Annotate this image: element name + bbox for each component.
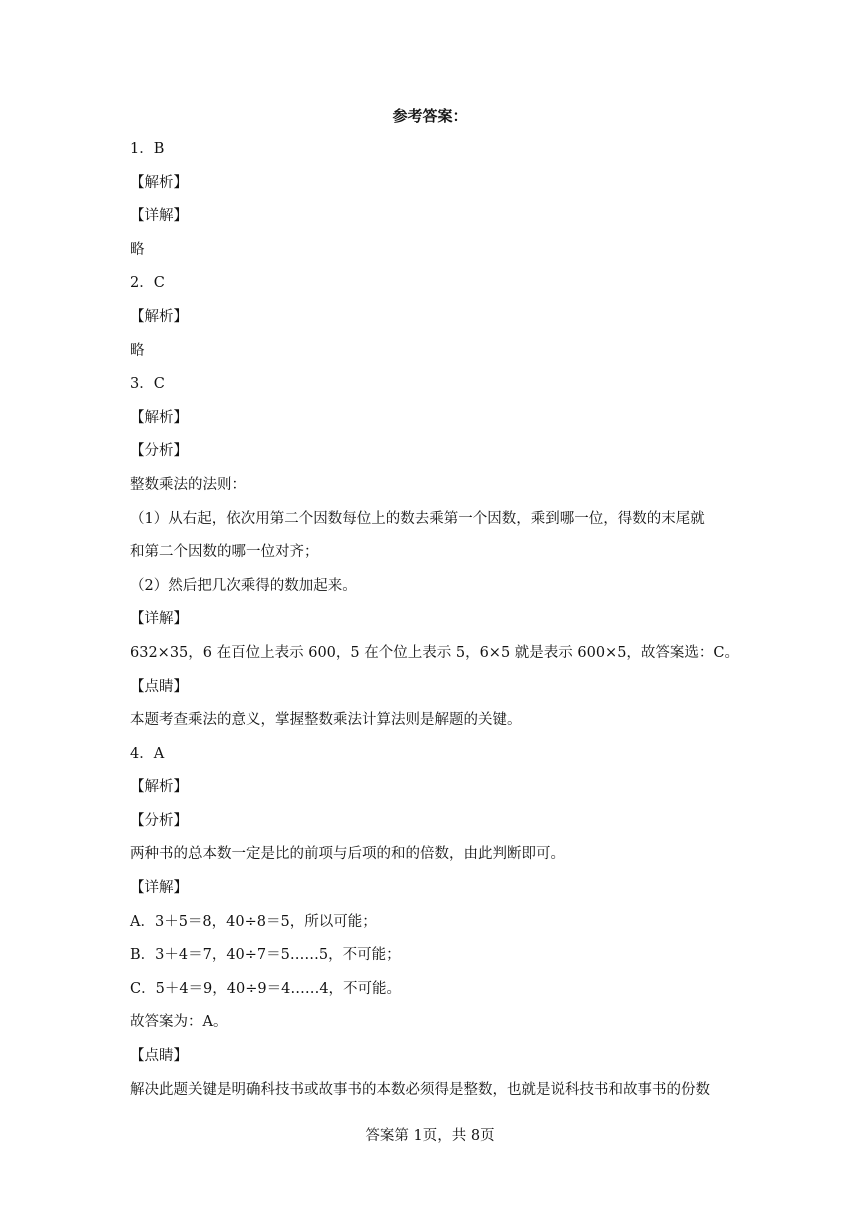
answer-line: 1．B — [130, 141, 165, 157]
answer-line: 略 — [130, 342, 145, 359]
page-title: 参考答案： — [392, 107, 468, 125]
answer-line: 和第二个因数的哪一位对齐； — [130, 544, 319, 561]
answer-line: 略 — [130, 241, 145, 258]
answer-line: （2）然后把几次乘得的数加起来。 — [130, 577, 357, 594]
answer-line: 【详解】 — [130, 208, 188, 225]
answer-line: C．5＋4＝9，40÷9＝4……4，不可能。 — [130, 980, 402, 997]
answer-line: 【解析】 — [130, 308, 188, 325]
answer-line: B．3＋4＝7，40÷7＝5……5，不可能； — [130, 947, 401, 964]
answer-line: 2．C — [130, 275, 165, 292]
answer-line: （1）从右起，依次用第二个因数每位上的数去乘第一个因数，乘到哪一位，得数的末尾就 — [130, 510, 705, 527]
answer-line: 故答案为：A。 — [130, 1014, 228, 1031]
answer-line: 4．A — [130, 745, 165, 762]
answer-line: 【点睛】 — [130, 1048, 188, 1065]
answer-line: 本题考查乘法的意义，掌握整数乘法计算法则是解题的关键。 — [130, 712, 522, 729]
page-footer: 答案第 1页，共 8页 — [365, 1128, 495, 1144]
answer-line: 【详解】 — [130, 611, 188, 628]
answer-line: 【解析】 — [130, 174, 188, 191]
answer-line: 3．C — [130, 376, 165, 393]
answer-line: A．3＋5＝8，40÷8＝5，所以可能； — [130, 913, 377, 930]
answer-line: 【分析】 — [130, 443, 188, 460]
answer-line: 【详解】 — [130, 880, 188, 897]
answer-line: 【点睛】 — [130, 678, 188, 695]
answer-content — [130, 133, 750, 1107]
answer-line: 【解析】 — [130, 409, 188, 426]
answer-line: 【解析】 — [130, 779, 188, 796]
answer-line: 【分析】 — [130, 812, 188, 829]
answer-line: 632×35，6 在百位上表示 600，5 在个位上表示 5，6×5 就是表示 600×5，故答案选：C。 — [130, 644, 740, 661]
answer-line: 解决此题关键是明确科技书或故事书的本数必须得是整数，也就是说科技书和故事书的份数 — [130, 1081, 710, 1098]
answer-line: 两种书的总本数一定是比的前项与后项的和的倍数，由此判断即可。 — [130, 846, 565, 863]
answer-line: 整数乘法的法则： — [130, 476, 246, 493]
